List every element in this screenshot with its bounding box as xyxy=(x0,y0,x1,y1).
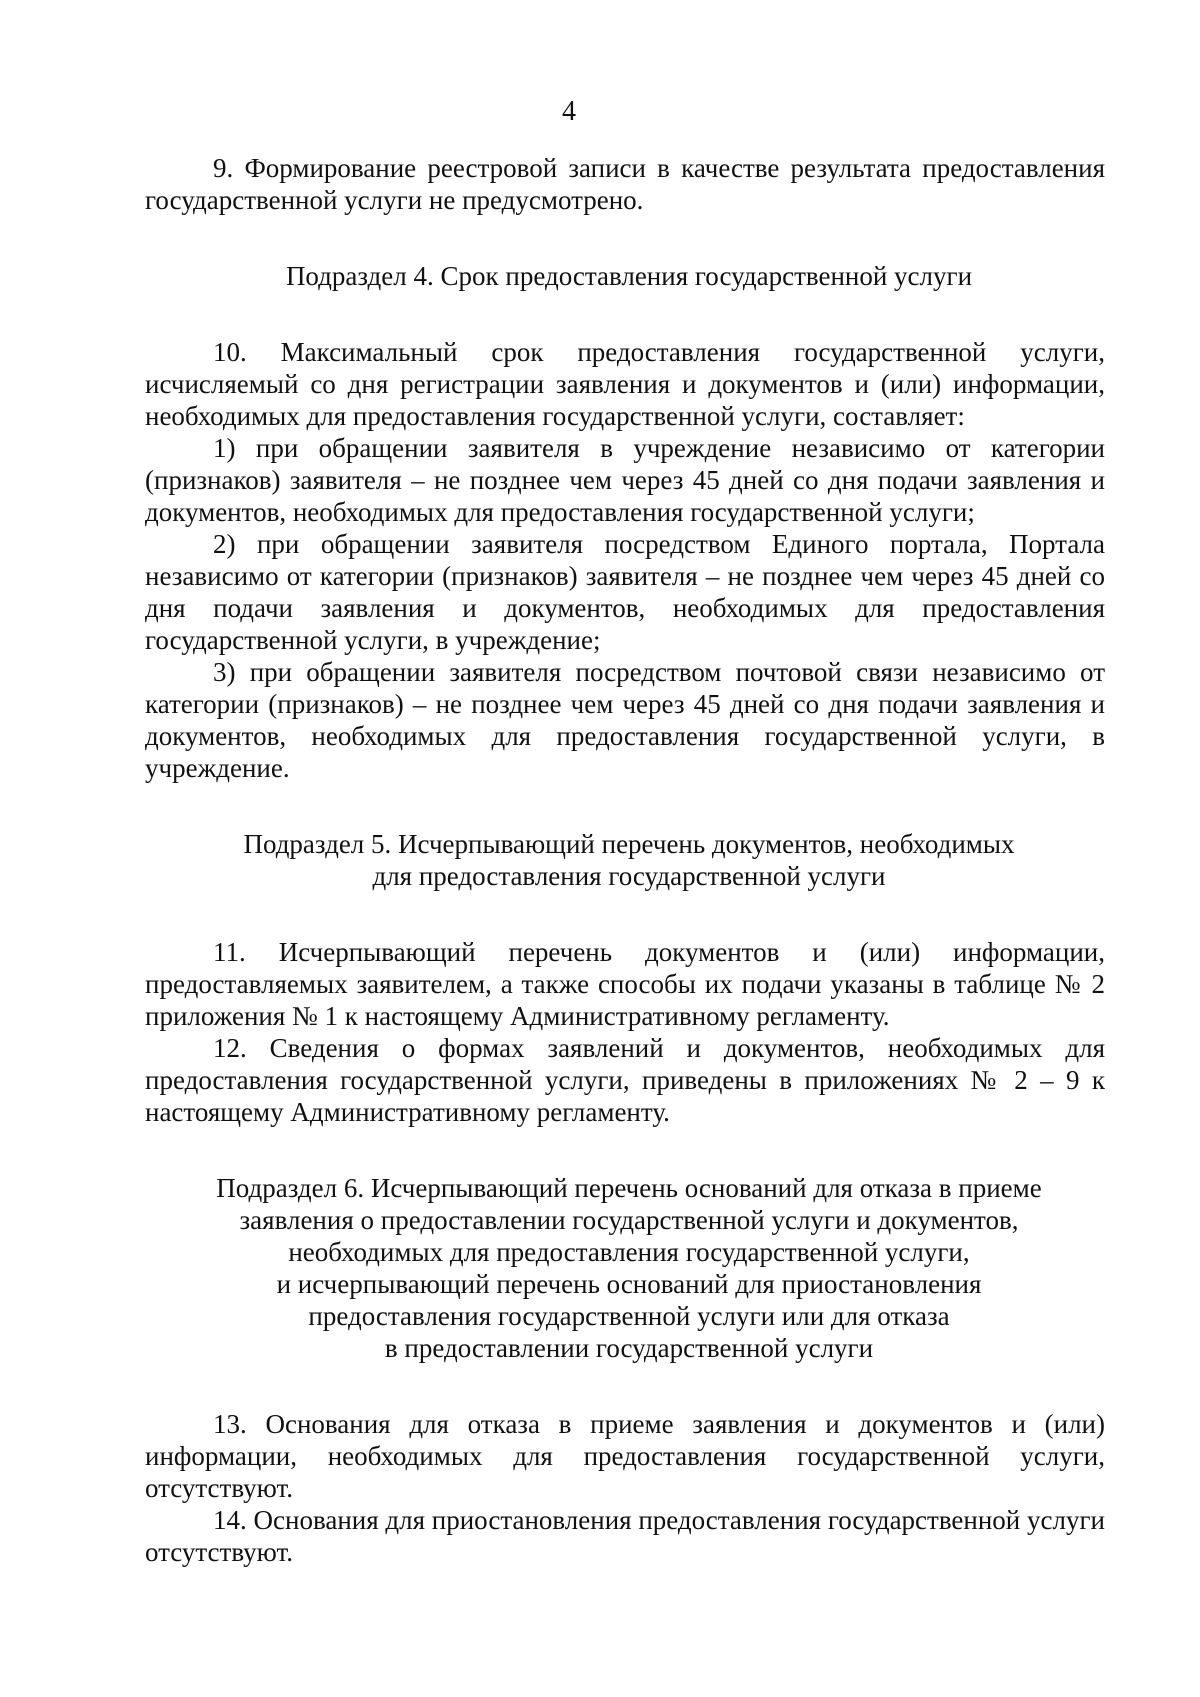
subsection-6-title xyxy=(145,1172,1105,1364)
subsection-5-title-line: Подраздел 5. Исчерпывающий перечень документов, необходимых xyxy=(243,829,1015,859)
paragraph-12: 12. Сведения о формах заявлений и документов, необходимых для предоставления государственной услуги, приведены в приложениях № 2 – 9 к настоящему Административному регламенту. xyxy=(145,1033,1105,1127)
paragraph-10: 10. Максимальный срок предоставления государственной услуги, исчисляемый со дня регистрации заявления и документов и (или) информации, необходимых для предоставления государственной услуги, составляет: xyxy=(145,337,1105,431)
document-body xyxy=(145,152,1105,1568)
subsection-5-title xyxy=(145,828,1105,892)
page-number: 4 xyxy=(562,96,576,127)
subsection-4-title: Подраздел 4. Срок предоставления государственной услуги xyxy=(285,261,973,291)
subsection-6-title-line: необходимых для предоставления государственной услуги, xyxy=(288,1237,970,1267)
subsection-6-title-line: предоставления государственной услуги или для отказа xyxy=(308,1301,950,1331)
paragraph-9: 9. Формирование реестровой записи в качестве результата предоставления государственной услуги не предусмотрено. xyxy=(145,153,1105,215)
paragraph-11: 11. Исчерпывающий перечень документов и (или) информации, предоставляемых заявителем, а также способы их подачи указаны в таблице № 2 приложения № 1 к настоящему Административному регламенту. xyxy=(145,937,1105,1031)
subsection-5-title-line: для предоставления государственной услуги xyxy=(372,861,886,891)
paragraph-13: 13. Основания для отказа в приеме заявления и документов и (или) информации, необходимых для предоставления государственной услуги, отсутствуют. xyxy=(145,1409,1105,1503)
paragraph-10-item-1: 1) при обращении заявителя в учреждение независимо от категории (признаков) заявителя – не позднее чем через 45 дней со дня подачи заявления и документов, необходимых для предоставления государственной услуги; xyxy=(145,433,1105,527)
subsection-6-title-line: Подраздел 6. Исчерпывающий перечень оснований для отказа в приеме xyxy=(216,1173,1042,1203)
paragraph-10-item-3: 3) при обращении заявителя посредством почтовой связи независимо от категории (признаков) – не позднее чем через 45 дней со дня подачи заявления и документов, необходимых для предоставления государственной услуги, в учреждение. xyxy=(145,657,1105,783)
paragraph-10-item-2: 2) при обращении заявителя посредством Единого портала, Портала независимо от категории (признаков) заявителя – не позднее чем через 45 дней со дня подачи заявления и документов, необходимых для предоставления государственной услуги, в учреждение; xyxy=(145,529,1105,655)
subsection-6-title-line: заявления о предоставлении государственной услуги и документов, xyxy=(239,1205,1019,1235)
paragraph-14: 14. Основания для приостановления предоставления государственной услуги отсутствуют. xyxy=(145,1505,1105,1567)
subsection-6-title-line: в предоставлении государственной услуги xyxy=(384,1333,874,1363)
subsection-6-title-line: и исчерпывающий перечень оснований для приостановления xyxy=(276,1269,982,1299)
